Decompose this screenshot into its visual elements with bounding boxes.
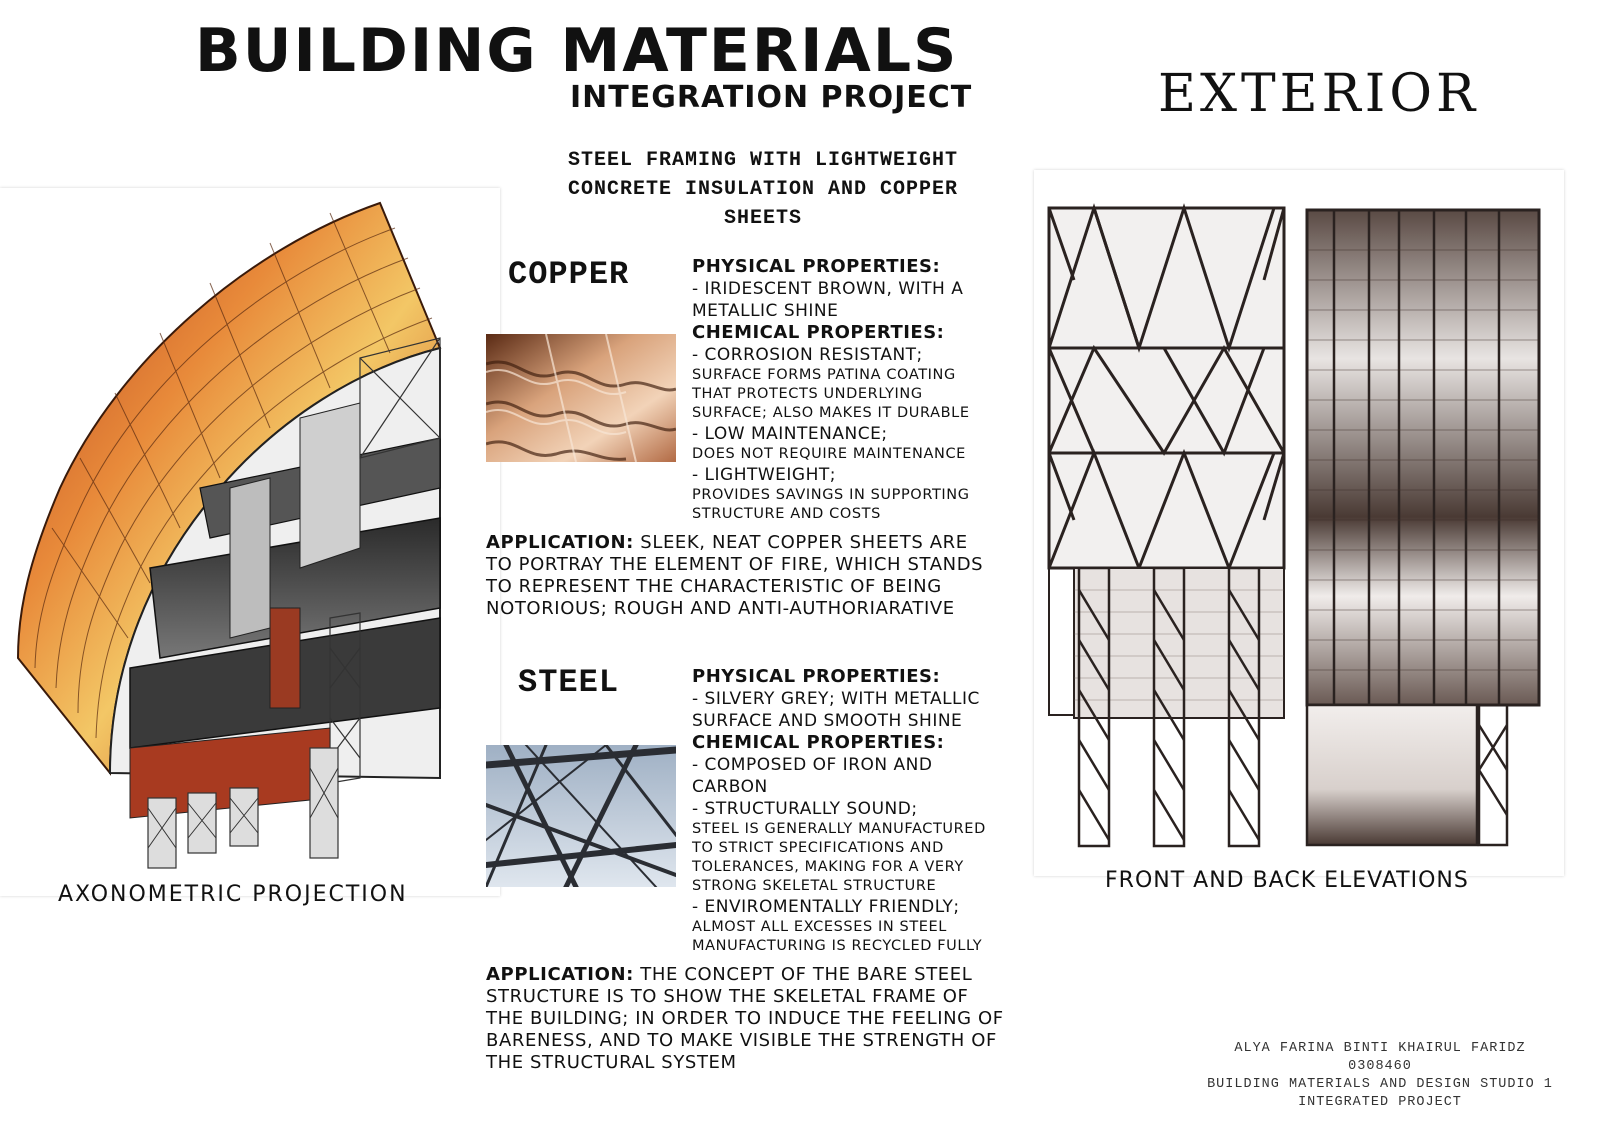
steel-application: [486, 964, 1006, 1074]
steel-chem-detail: STEEL IS GENERALLY MANUFACTURED: [692, 821, 986, 837]
steel-image: [486, 745, 676, 887]
copper-chem-item: - CORROSION RESISTANT;: [692, 345, 923, 365]
copper-application-label: APPLICATION:: [486, 532, 634, 553]
credits: [1170, 1040, 1590, 1112]
course-name: BUILDING MATERIALS AND DESIGN STUDIO 1: [1207, 1077, 1553, 1092]
steel-truss-photo: [486, 745, 676, 887]
elevations-frame: [1034, 170, 1564, 876]
copper-chem-detail: THAT PROTECTS UNDERLYING: [692, 386, 923, 402]
steel-application-text: THE CONCEPT OF THE BARE STEEL STRUCTURE IS TO SHOW THE SKELETAL FRAME OF THE BUILDING; IN ORDER TO INDUCE THE FEELING OF BARENESS, AND TO MAKE VISIBLE THE STRENGTH OF THE STRUCTURAL SYSTEM: [486, 964, 1004, 1073]
steel-chem-item: - ENVIROMENTALLY FRIENDLY;: [692, 897, 960, 917]
copper-physical-line: - IRIDESCENT BROWN, WITH A: [692, 279, 964, 299]
copper-chem-detail: PROVIDES SAVINGS IN SUPPORTING: [692, 487, 970, 503]
page-title: BUILDING MATERIALS: [195, 16, 959, 86]
copper-chem-item: - LOW MAINTENANCE;: [692, 424, 888, 444]
copper-chem-item: - LIGHTWEIGHT;: [692, 465, 836, 485]
steel-physical-line: SURFACE AND SMOOTH SHINE: [692, 711, 963, 731]
steel-properties: [692, 666, 986, 956]
copper-chem-detail: DOES NOT REQUIRE MAINTENANCE: [692, 446, 966, 462]
steel-heading: STEEL: [518, 664, 620, 701]
axonometric-caption: AXONOMETRIC PROJECTION: [58, 882, 408, 907]
elevations-drawing: [1034, 170, 1564, 876]
elevations-caption: FRONT AND BACK ELEVATIONS: [1105, 868, 1469, 893]
steel-chem-item: CARBON: [692, 777, 768, 797]
project-name: INTEGRATED PROJECT: [1298, 1095, 1462, 1110]
page-subtitle: INTEGRATION PROJECT: [570, 80, 973, 115]
steel-chem-detail: TOLERANCES, MAKING FOR A VERY: [692, 859, 964, 875]
steel-chem-item: - COMPOSED OF IRON AND: [692, 755, 933, 775]
author-name: ALYA FARINA BINTI KHAIRUL FARIDZ: [1234, 1041, 1526, 1056]
student-id: 0308460: [1348, 1059, 1412, 1074]
copper-sheet-photo: [486, 334, 676, 462]
steel-chem-detail: ALMOST ALL EXCESSES IN STEEL: [692, 919, 947, 935]
copper-chem-detail: SURFACE; ALSO MAKES IT DURABLE: [692, 405, 970, 421]
steel-chem-item: - STRUCTURALLY SOUND;: [692, 799, 918, 819]
copper-application-text: SLEEK, NEAT COPPER SHEETS ARE TO PORTRAY THE ELEMENT OF FIRE, WHICH STANDS TO REPRESENT THE CHARACTERISTIC OF BEING NOTORIOUS; ROUGH AND ANTI-AUTHORIARATIVE: [486, 532, 984, 619]
copper-physical-line: METALLIC SHINE: [692, 301, 839, 321]
steel-application-label: APPLICATION:: [486, 964, 634, 985]
copper-chemical-heading: CHEMICAL PROPERTIES:: [692, 322, 945, 343]
intro-line: STEEL FRAMING WITH LIGHTWEIGHT: [567, 149, 959, 172]
copper-properties: [692, 256, 970, 524]
steel-physical-heading: PHYSICAL PROPERTIES:: [692, 666, 941, 687]
copper-application: [486, 532, 996, 620]
copper-heading: COPPER: [508, 256, 630, 293]
steel-physical-line: - SILVERY GREY; WITH METALLIC: [692, 689, 980, 709]
intro-text: [538, 146, 988, 233]
copper-chem-detail: SURFACE FORMS PATINA COATING: [692, 367, 956, 383]
intro-line: CONCRETE INSULATION AND COPPER: [567, 178, 959, 201]
section-title: EXTERIOR: [1158, 64, 1480, 124]
steel-chemical-heading: CHEMICAL PROPERTIES:: [692, 732, 945, 753]
copper-image: [486, 334, 676, 462]
steel-chem-detail: TO STRICT SPECIFICATIONS AND: [692, 840, 944, 856]
steel-chem-detail: STRONG SKELETAL STRUCTURE: [692, 878, 937, 894]
axonometric-frame: [0, 188, 500, 896]
intro-line: SHEETS: [723, 207, 802, 230]
axonometric-drawing: [0, 188, 500, 896]
copper-chem-detail: STRUCTURE AND COSTS: [692, 506, 881, 522]
steel-chem-detail: MANUFACTURING IS RECYCLED FULLY: [692, 938, 983, 954]
copper-physical-heading: PHYSICAL PROPERTIES:: [692, 256, 941, 277]
